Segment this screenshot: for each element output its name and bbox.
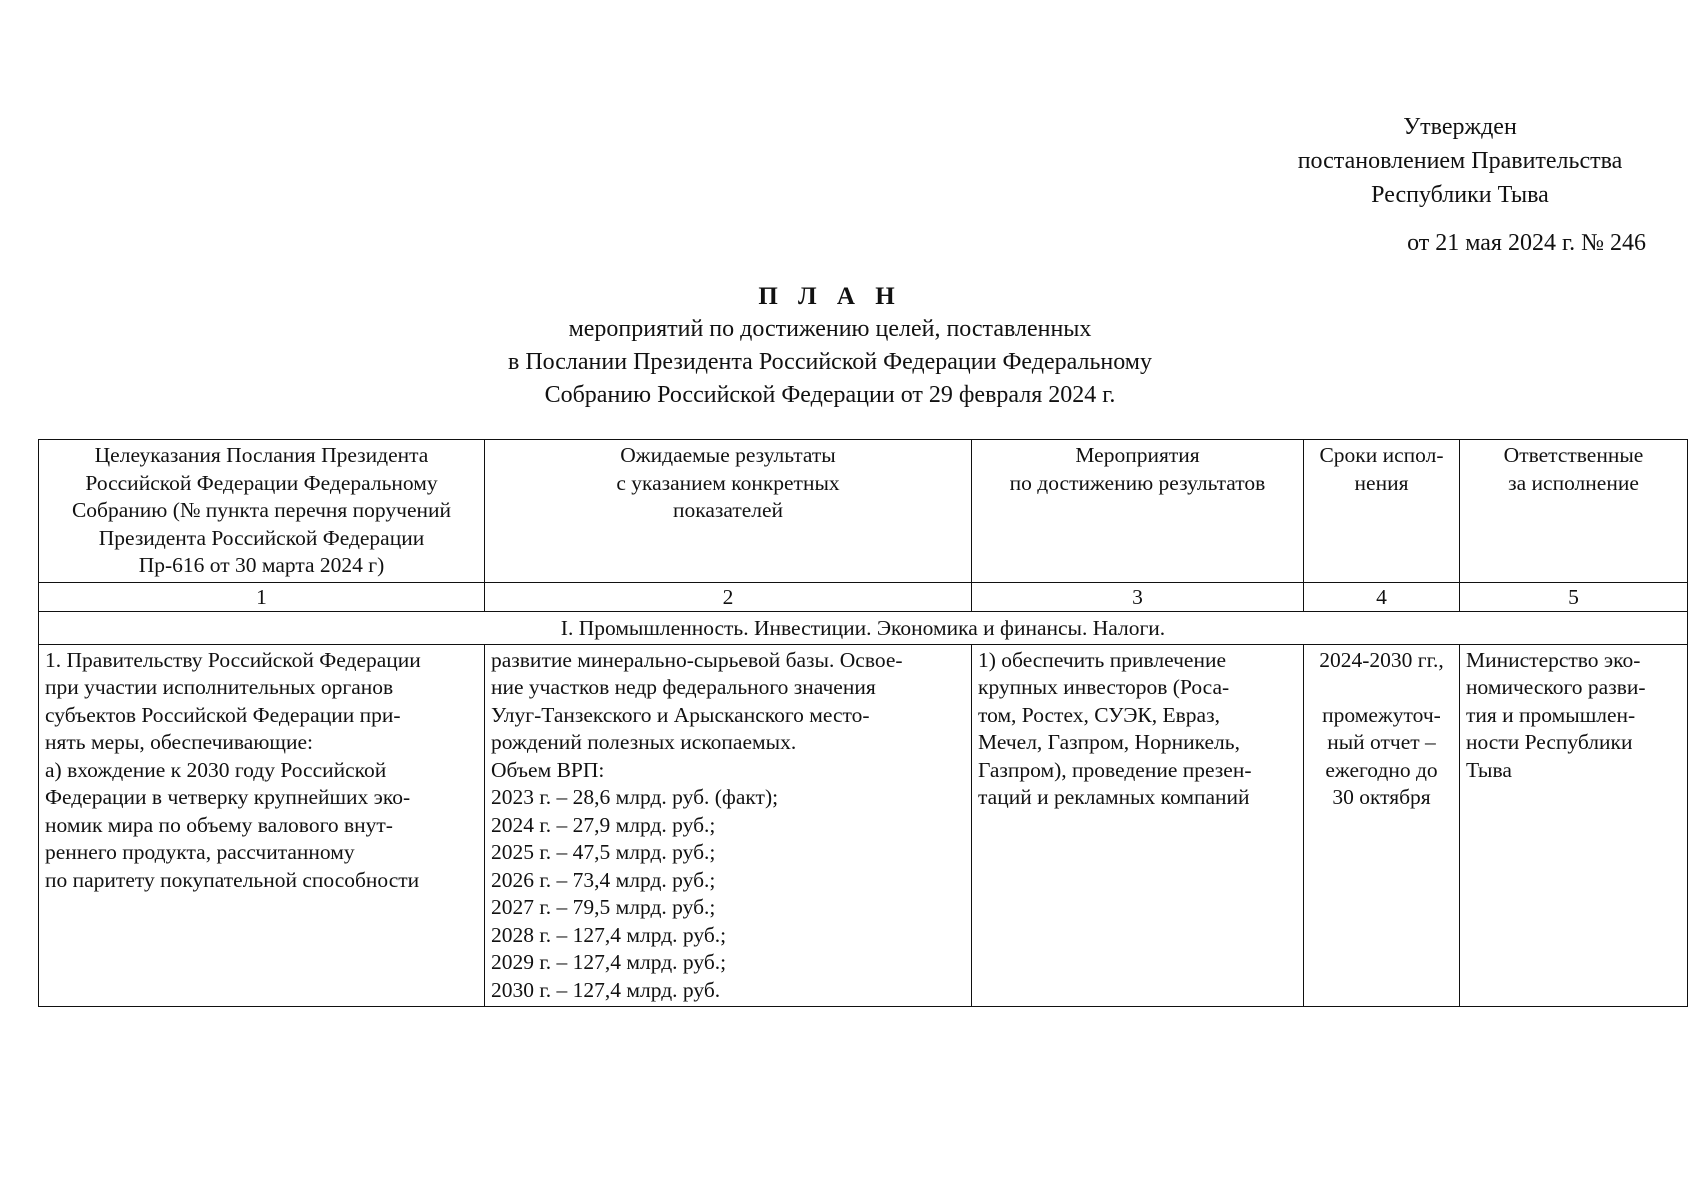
approval-date: от 21 мая 2024 г. № 246: [1407, 230, 1646, 256]
row-responsible: Министерство эко- номического разви- тия и промышлен- ности Республики Тыва: [1460, 644, 1688, 1007]
header-col-4: Сроки испол- нения: [1304, 440, 1460, 583]
column-number-row: [39, 582, 1688, 611]
row-deadlines: 2024-2030 гг., промежуточ- ный отчет – ежегодно до 30 октября: [1304, 644, 1460, 1007]
row-measures: 1) обеспечить привлечение крупных инвесторов (Роса- том, Ростех, СУЭК, Евраз, Мечел, Газпром, Норникель, Газпром), проведение презен- таций и рекламных компаний: [972, 644, 1304, 1007]
header-col-1: Целеуказания Послания Президента Российской Федерации Федеральному Собранию (№ пункта перечня поручений Президента Российской Федерации Пр-616 от 30 марта 2024 г): [39, 440, 485, 583]
header-col-3: Мероприятия по достижению результатов: [972, 440, 1304, 583]
plan-table: [38, 439, 1688, 1007]
table-row: [39, 644, 1688, 1007]
row-directive: 1. Правительству Российской Федерации при участии исполнительных органов субъектов Российской Федерации при- нять меры, обеспечивающие: а) вхождение к 2030 году Российской Федерации в четверку крупнейших эко- номик мира по объему валового внут- реннего продукта, рассчитанному по паритету покупательной способности: [39, 644, 485, 1007]
column-number: 5: [1460, 582, 1688, 611]
title-line-3: Собранию Российской Федерации от 29 февраля 2024 г.: [544, 382, 1116, 408]
header-col-2: Ожидаемые результаты с указанием конкретных показателей: [485, 440, 972, 583]
title-line-1: мероприятий по достижению целей, поставленных: [568, 316, 1092, 342]
approval-line-1: Утвержден: [1403, 114, 1517, 140]
approval-line-2: постановлением Правительства: [1297, 148, 1623, 174]
title-heading: П Л А Н: [758, 283, 902, 310]
title-line-2: в Послании Президента Российской Федерации Федеральному: [508, 349, 1152, 375]
document-title: [300, 280, 1360, 412]
header-col-5: Ответственные за исполнение: [1460, 440, 1688, 583]
approval-stamp: [1240, 110, 1680, 260]
approval-line-3: Республики Тыва: [1371, 182, 1549, 208]
table-header-row: [39, 440, 1688, 583]
section-row: [39, 611, 1688, 644]
column-number: 2: [485, 582, 972, 611]
section-title: I. Промышленность. Инвестиции. Экономика и финансы. Налоги.: [39, 611, 1688, 644]
row-expected-results: развитие минерально-сырьевой базы. Освое- ние участков недр федерального значения Улуг-Танзекского и Арысканского место- рождений полезных ископаемых. Объем ВРП: 2023 г. – 28,6 млрд. руб. (факт); 2024 г. – 27,9 млрд. руб.; 2025 г. – 47,5 млрд. руб.; 2026 г. – 73,4 млрд. руб.; 2027 г. – 79,5 млрд. руб.; 2028 г. – 127,4 млрд. руб.; 2029 г. – 127,4 млрд. руб.; 2030 г. – 127,4 млрд. руб.: [485, 644, 972, 1007]
column-number: 3: [972, 582, 1304, 611]
column-number: 1: [39, 582, 485, 611]
column-number: 4: [1304, 582, 1460, 611]
